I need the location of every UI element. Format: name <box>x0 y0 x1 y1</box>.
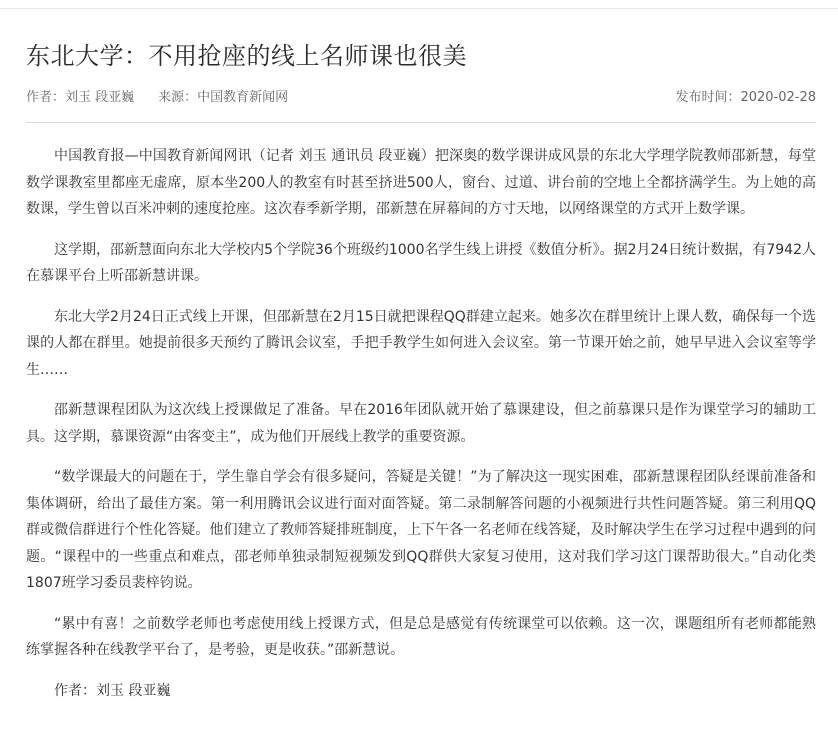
paragraph-6: “累中有喜！之前数学老师也考虑使用线上授课方式，但是总是感觉有传统课堂可以依赖。这一次，课题组所有老师都能熟练掌握各种在线教学平台了，是考验，更是收获。”邵新慧说。 <box>26 615 816 658</box>
article-meta <box>26 88 816 108</box>
top-border <box>0 0 838 9</box>
article <box>26 38 816 704</box>
article-title: 东北大学：不用抢座的线上名师课也很美 <box>26 42 467 70</box>
author-label: 作者：刘玉 段亚巍 <box>26 90 135 105</box>
source-label: 来源：中国教育新闻网 <box>158 90 289 105</box>
divider <box>26 122 816 123</box>
publish-time: 发布时间：2020-02-28 <box>675 90 816 105</box>
article-body <box>26 143 816 704</box>
paragraph-2: 这学期，邵新慧面向东北大学校内5个学院36个班级约1000名学生线上讲授《数值分析》。据2月24日统计数据，有7942人在慕课平台上听邵新慧讲课。 <box>26 241 816 284</box>
footer-author: 作者：刘玉 段亚巍 <box>54 682 171 699</box>
paragraph-3: 东北大学2月24日正式线上开课，但邵新慧在2月15日就把课程QQ群建立起来。她多次在群里统计上课人数，确保每一个选课的人都在群里。她提前很多天预约了腾讯会议室，手把手教学生如何进入会议室。第一节课开始之前，她早早进入会议室等学生…… <box>26 308 816 378</box>
paragraph-1: 中国教育报—中国教育新闻网讯（记者 刘玉 通讯员 段亚巍）把深奥的数学课讲成风景的东北大学理学院教师邵新慧，每堂数学课教室里都座无虚席，原本坐200人的教室有时甚至挤进500人，窗台、过道、讲台前的空地上全都挤满学生。为上她的高数课，学生曾以百米冲刺的速度抢座。这次春季新学期，邵新慧在屏幕间的方寸天地，以网络课堂的方式开上数学课。 <box>26 148 816 217</box>
paragraph-5: “数学课最大的问题在于，学生靠自学会有很多疑问，答疑是关键！”为了解决这一现实困难，邵新慧课程团队经课前准备和集体调研，给出了最佳方案。第一利用腾讯会议进行面对面答疑。第二录制解答问题的小视频进行共性问题答疑。第三利用QQ群或微信群进行个性化答疑。他们建立了教师答疑排班制度，上下午各一名老师在线答疑，及时解决学生在学习过程中遇到的问题。“课程中的一些重点和难点，邵老师单独录制短视频发到QQ群供大家复习使用，这对我们学习这门课帮助很大。”自动化类1807班学习委员裴梓钧说。 <box>26 469 816 591</box>
paragraph-4: 邵新慧课程团队为这次线上授课做足了准备。早在2016年团队就开始了慕课建设，但之前慕课只是作为课堂学习的辅助工具。这学期，慕课资源“由客变主”，成为他们开展线上教学的重要资源。 <box>26 402 816 445</box>
